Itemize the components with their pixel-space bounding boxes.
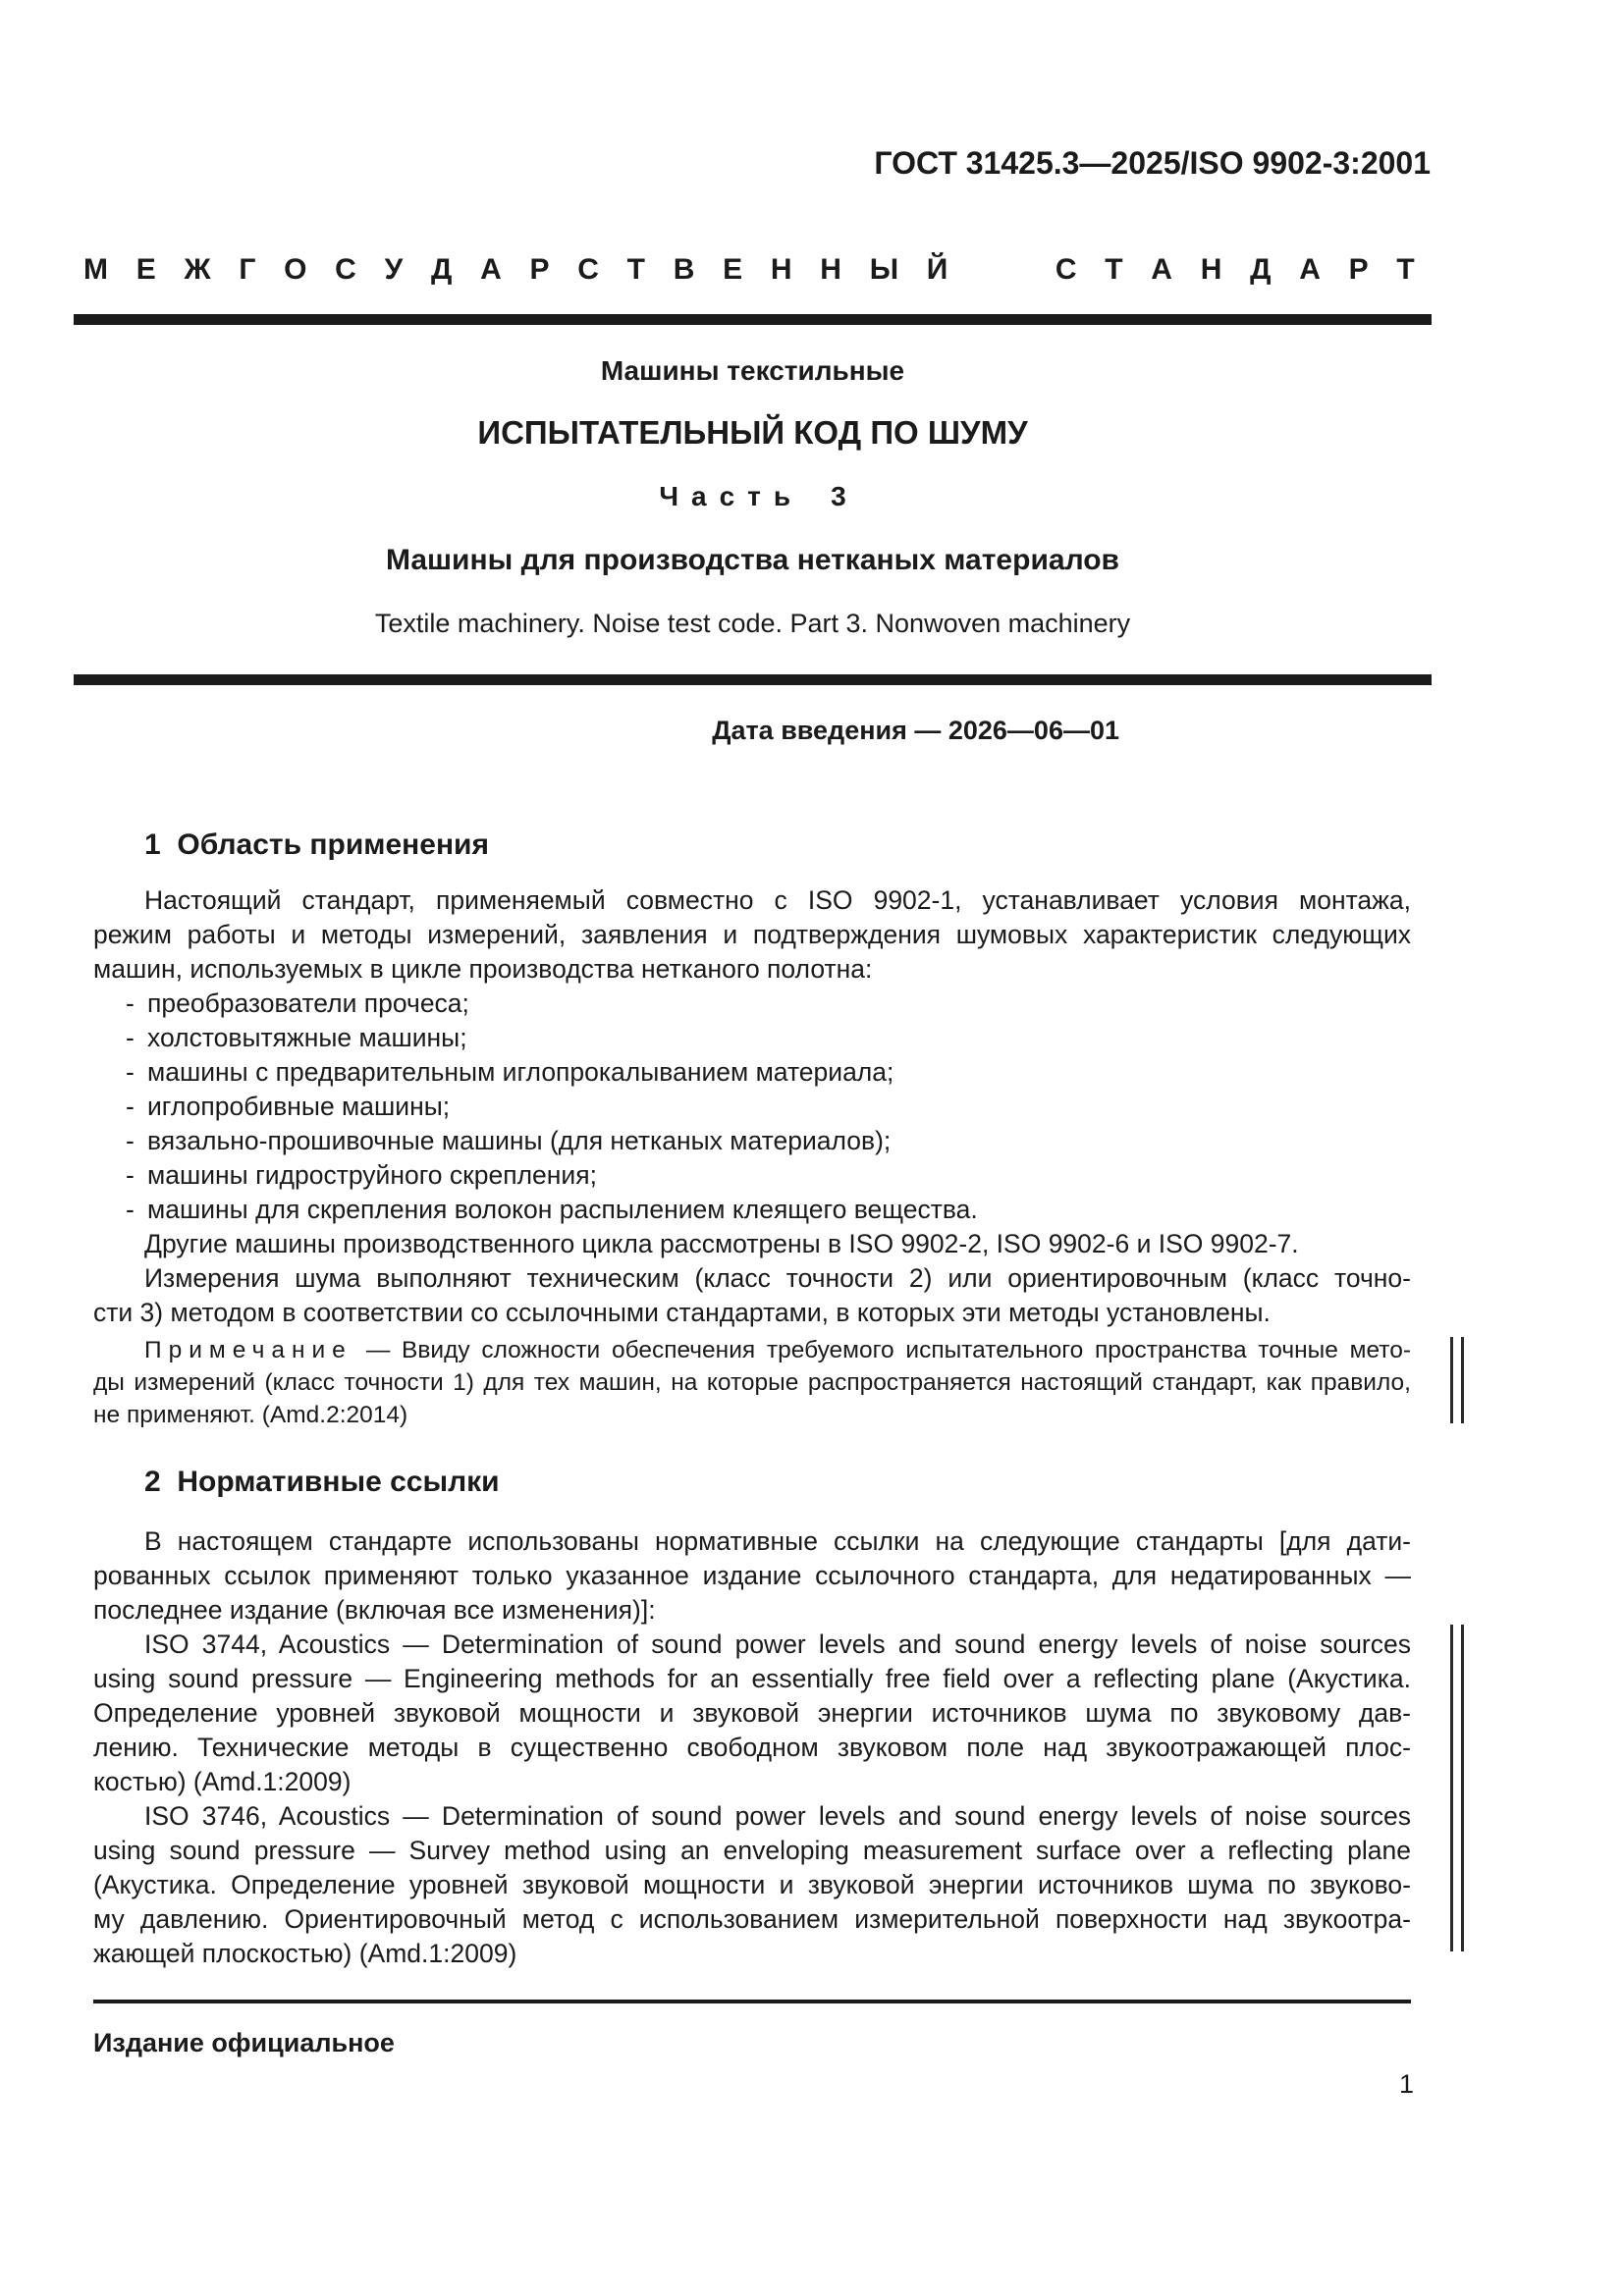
banner-char: Т xyxy=(626,253,645,286)
list-dash: - xyxy=(126,1057,135,1087)
banner-char: Д xyxy=(1250,253,1272,286)
note-lines xyxy=(93,1366,1411,1431)
list-item-text: машины гидроструйного скрепления; xyxy=(147,1160,597,1190)
text-line: машин, используемых в цикле производства нетканого полотна: xyxy=(93,954,873,984)
banner-char: Ж xyxy=(184,253,211,286)
section-2-paragraph-1 xyxy=(93,1524,1411,1628)
banner-char: Д xyxy=(430,253,453,286)
text-line: Настоящий стандарт, применяемый совместно с ISO 9902-1, устанавливает условия монтажа, xyxy=(144,885,1411,915)
banner-char: В xyxy=(673,253,695,286)
section-2-heading: 2 Нормативные ссылки xyxy=(144,1466,500,1498)
list-dash: - xyxy=(126,1126,135,1155)
banner-char: А xyxy=(1299,253,1321,286)
text-line: (Акустика. Определение уровней звуковой мощности и звуковой энергии источников шума по звуково- xyxy=(93,1870,1411,1899)
text-line: последнее издание (включая все изменения)]: xyxy=(93,1595,656,1625)
section-1-heading: 1 Область применения xyxy=(144,828,490,861)
list-dash: - xyxy=(126,1160,135,1190)
banner-char: О xyxy=(284,253,307,286)
list-item-text: преобразователи прочеса; xyxy=(147,988,469,1018)
text-line: ISO 3744, Acoustics — Determination of sound power levels and sound energy levels of noise sources xyxy=(144,1629,1411,1659)
list-dash: - xyxy=(126,1195,135,1224)
banner-char: А xyxy=(1151,253,1172,286)
banner-char: С xyxy=(577,253,599,286)
banner-char: Р xyxy=(1348,253,1369,286)
footer-rule xyxy=(93,2000,1411,2003)
title-part xyxy=(74,481,1432,512)
text-line: В настоящем стандарте использованы нормативные ссылки на следующие стандарты [для дати- xyxy=(144,1526,1411,1556)
part-word: Часть xyxy=(659,481,804,511)
text-line: сти 3) методом в соответствии со ссылочными стандартами, в которых эти методы установлены. xyxy=(93,1298,1271,1327)
list-item xyxy=(93,1158,1411,1193)
text-line: жающей плоскостью) (Amd.1:2009) xyxy=(93,1939,517,1968)
text-line: using sound pressure — Survey method using an enveloping measurement surface over a reflecting plane xyxy=(93,1836,1411,1865)
text-line: Измерения шума выполняют техническим (класс точности 2) или ориентировочным (класс точно- xyxy=(144,1263,1411,1293)
banner-char: Н xyxy=(820,253,841,286)
document-code: ГОСТ 31425.3—2025/ISO 9902-3:2001 xyxy=(874,145,1431,181)
official-edition-label: Издание официальное xyxy=(93,2028,395,2057)
text-line: ISO 3746, Acoustics — Determination of sound power levels and sound energy levels of noise sources xyxy=(144,1801,1411,1831)
banner-char xyxy=(976,253,1027,287)
note-line xyxy=(93,1334,1411,1366)
list-item-text: машины с предварительным иглопрокалыванием материала; xyxy=(147,1057,894,1087)
text-line: Другие машины производственного цикла рассмотрены в ISO 9902-2, ISO 9902-6 и ISO 9902-7. xyxy=(144,1229,1299,1258)
banner-char: Г xyxy=(239,253,256,286)
title-group: Машины текстильные xyxy=(600,355,905,386)
banner-rule xyxy=(74,314,1432,325)
text-line: режим работы и методы измерений, заявления и подтверждения шумовых характеристик следующих xyxy=(93,920,1411,949)
banner-char: Р xyxy=(529,253,550,286)
section-1-paragraph-3 xyxy=(93,1261,1411,1330)
standard-type-banner xyxy=(83,251,1415,289)
section-1-paragraph-1 xyxy=(93,883,1411,987)
banner-char: Н xyxy=(1200,253,1222,286)
text-line: ды измерений (класс точности 1) для тех машин, на которые распространяется настоящий стандарт, как правило, xyxy=(93,1369,1411,1396)
banner-char: М xyxy=(83,253,108,286)
banner-char: Ы xyxy=(869,253,899,286)
list-item xyxy=(93,1055,1411,1090)
list-dash: - xyxy=(126,988,135,1018)
banner-char: Т xyxy=(1396,253,1415,286)
text-line: не применяют. (Amd.2:2014) xyxy=(93,1402,408,1428)
banner-char: А xyxy=(480,253,502,286)
change-bar-note xyxy=(1450,1337,1464,1423)
list-item xyxy=(93,1021,1411,1055)
banner-char: Е xyxy=(723,253,743,286)
text-line: костью) (Amd.1:2009) xyxy=(93,1767,352,1796)
text-line: рованных ссылок применяют только указанное издание ссылочного стандарта, для недатированных — xyxy=(93,1561,1411,1590)
effective-date: Дата введения — 2026—06—01 xyxy=(712,716,1119,745)
text-line: Определение уровней звуковой мощности и звуковой энергии источников шума по звуковому дав- xyxy=(93,1698,1411,1728)
banner-char: У xyxy=(384,253,404,286)
change-bar-references xyxy=(1450,1625,1464,1951)
part-number: 3 xyxy=(831,481,846,511)
list-dash: - xyxy=(126,1023,135,1052)
note-label: Примечание xyxy=(144,1337,352,1363)
page-number: 1 xyxy=(1398,2069,1414,2099)
banner-char: Н xyxy=(770,253,792,286)
title-main: ИСПЫТАТЕЛЬНЫЙ КОД ПО ШУМУ xyxy=(477,414,1028,451)
machine-list xyxy=(93,987,1411,1227)
list-item-text: вязально-прошивочные машины (для нетканых материалов); xyxy=(147,1126,892,1155)
banner-char: Е xyxy=(135,253,156,286)
banner-char: С xyxy=(1055,253,1077,286)
banner-char: Й xyxy=(926,253,948,286)
text-line: му давлению. Ориентировочный метод с использованием измерительной поверхности над звукоотра- xyxy=(93,1904,1411,1934)
section-1-paragraph-2 xyxy=(93,1227,1411,1261)
reference-iso-3746 xyxy=(93,1799,1411,1971)
list-item xyxy=(93,1124,1411,1158)
list-item xyxy=(93,1193,1411,1227)
banner-char: С xyxy=(335,253,356,286)
note-text: — Ввиду сложности обеспечения требуемого испытательного пространства точные мето- xyxy=(365,1337,1411,1363)
title-english: Textile machinery. Noise test code. Part 3. Nonwoven machinery xyxy=(374,609,1131,638)
text-line: using sound pressure — Engineering methods for an essentially free field over a reflecting plane (Акустика. xyxy=(93,1664,1411,1693)
list-item-text: машины для скрепления волокон распылением клеящего вещества. xyxy=(147,1195,978,1224)
note-block xyxy=(93,1334,1411,1431)
banner-char: Т xyxy=(1105,253,1123,286)
list-item-text: иглопробивные машины; xyxy=(147,1092,451,1121)
text-line: лению. Технические методы в существенно свободном звуковом поле над звукоотражающей плос- xyxy=(93,1733,1411,1762)
title-subject: Машины для производства нетканых материалов xyxy=(386,544,1119,576)
title-rule xyxy=(74,674,1432,685)
list-item xyxy=(93,987,1411,1021)
reference-iso-3744 xyxy=(93,1628,1411,1799)
list-item xyxy=(93,1090,1411,1124)
list-dash: - xyxy=(126,1092,135,1121)
list-item-text: холстовытяжные машины; xyxy=(147,1023,467,1052)
